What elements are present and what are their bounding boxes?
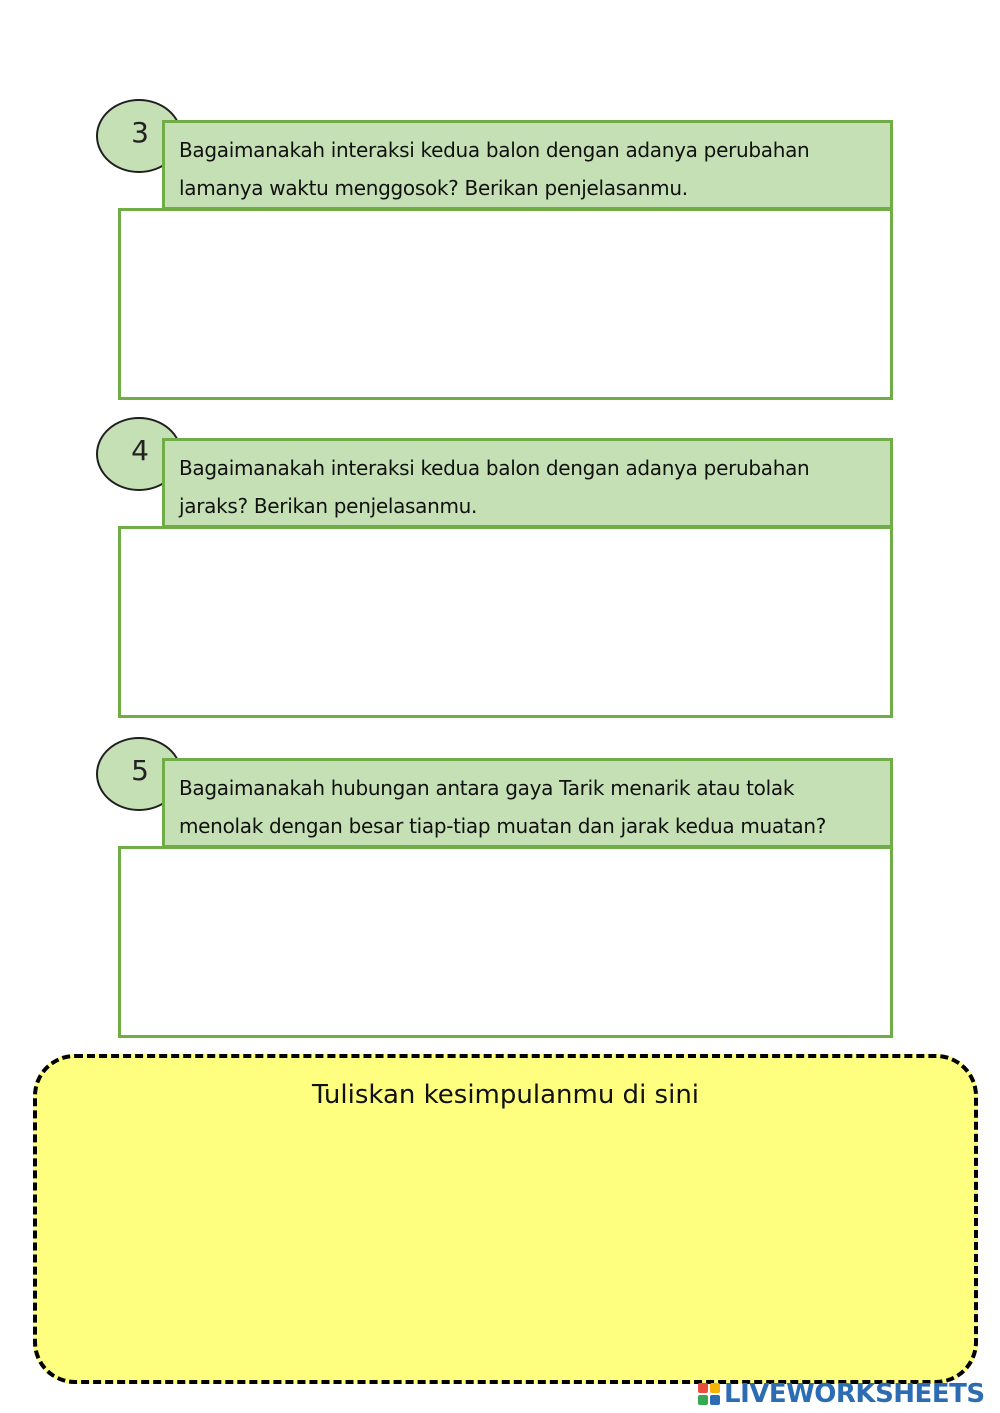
liveworksheets-logo	[698, 1380, 985, 1408]
question-5-block	[0, 737, 1000, 1047]
question-text: Bagaimanakah interaksi kedua balon dengan adanya perubahan jaraks? Berikan penjelasanmu.	[179, 456, 810, 518]
question-number: 4	[131, 434, 149, 467]
liveworksheets-logo-icon	[698, 1383, 720, 1405]
answer-box[interactable]	[118, 846, 893, 1038]
question-3-block	[0, 99, 1000, 409]
question-4-block	[0, 417, 1000, 727]
question-text: Bagaimanakah hubungan antara gaya Tarik menarik atau tolak menolak dengan besar tiap-tiap muatan dan jarak kedua muatan?	[179, 776, 827, 838]
question-header	[162, 120, 893, 210]
answer-box[interactable]	[118, 208, 893, 400]
question-text: Bagaimanakah interaksi kedua balon dengan adanya perubahan lamanya waktu menggosok? Berikan penjelasanmu.	[179, 138, 810, 200]
question-number: 5	[131, 754, 149, 787]
conclusion-box[interactable]	[33, 1054, 978, 1384]
answer-box[interactable]	[118, 526, 893, 718]
question-header	[162, 438, 893, 528]
logo-text: LIVEWORKSHEETS	[724, 1379, 985, 1409]
question-header	[162, 758, 893, 848]
question-number: 3	[131, 116, 149, 149]
conclusion-title: Tuliskan kesimpulanmu di sini	[311, 1080, 700, 1110]
